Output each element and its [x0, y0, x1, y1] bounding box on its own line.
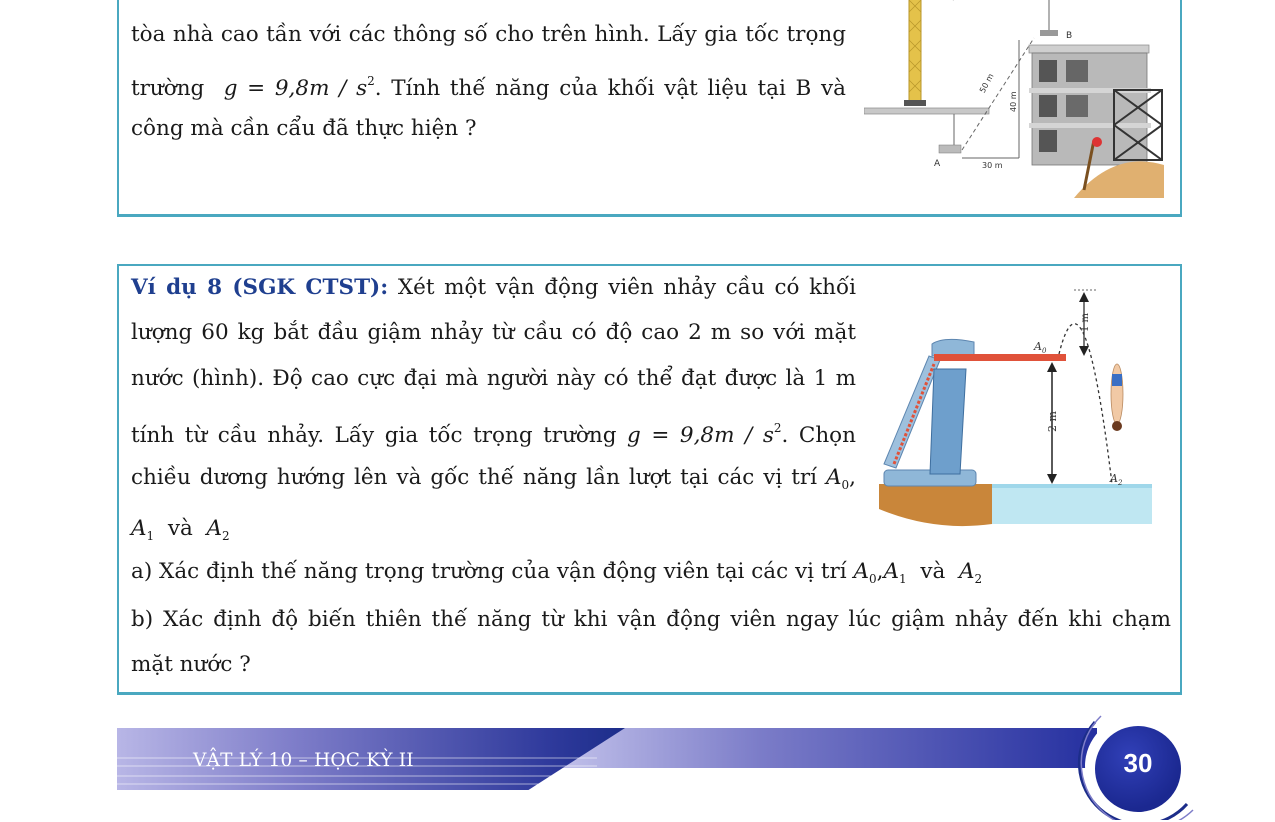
svg-text:A2: $A_2$	[1110, 472, 1123, 487]
text-line: Ví dụ 8 (SGK CTST): Xét một vận động viên nhảy cầu có khối	[131, 275, 856, 300]
symbol-a0: $A_0$	[825, 465, 850, 492]
example-7-box	[117, 0, 1182, 217]
text-line: lượng 60 kg bắt đầu giậm nhảy từ cầu có độ cao 2 m so với mặt	[131, 320, 856, 345]
page-number: 30	[1123, 748, 1153, 778]
text-line: công mà cần cẩu đã thực hiện ?	[131, 116, 477, 141]
example-7-text	[131, 0, 846, 152]
example-8-text	[131, 264, 856, 555]
question-b-line1: b) Xác định độ biến thiên thế năng từ khi vận động viên ngay lúc giậm nhảy đến khi chạm	[131, 607, 1171, 632]
svg-text:B: B	[1066, 31, 1073, 41]
page-footer	[117, 728, 1182, 822]
formula-g: $g = 9,8m / s^2$	[627, 421, 782, 448]
diving-board-figure	[874, 284, 1154, 529]
symbol-a1: $A_1$	[131, 516, 155, 543]
text-line: tòa nhà cao tần với các thông số cho trên hình. Lấy gia tốc trọng	[131, 22, 846, 47]
text-line: tính từ cầu nhảy. Lấy gia tốc trọng trường $g = 9,8m / s^2$. Chọn	[131, 421, 856, 448]
formula-g: $g = 9,8m / s^2$	[223, 74, 375, 101]
svg-text:A0: $A_0$	[1034, 340, 1047, 355]
svg-text:1 m: 1 m	[1080, 312, 1091, 332]
svg-text:50 m: 50 m	[977, 72, 996, 95]
footer-band	[537, 728, 1097, 768]
text-line: trường $g = 9,8m / s^2$. Tính thế năng của khối vật liệu tại B và	[131, 74, 846, 101]
example-label: Ví dụ 8 (SGK CTST):	[131, 275, 389, 300]
svg-text:30 m: 30 m	[982, 161, 1003, 170]
question-b-line2: mặt nước ?	[131, 652, 251, 677]
footer-title: VẬT LÝ 10 – HỌC KỲ II	[193, 750, 414, 771]
text-line: chiều dương hướng lên và gốc thế năng lần lượt tại các vị trí $A_0$,	[131, 465, 856, 492]
text-line	[131, 0, 846, 11]
svg-text:40 m: 40 m	[1009, 91, 1018, 112]
symbol-a2: $A_2$	[206, 516, 230, 543]
svg-text:2 m: 2 m	[1046, 411, 1059, 432]
crane-building-figure	[864, 0, 1169, 205]
question-a: a) Xác định thế năng trọng trường của vận động viên tại các vị trí $A_0,A_1$ và $A_2$	[131, 559, 983, 586]
example-8-box	[117, 264, 1182, 695]
svg-text:A: A	[934, 159, 941, 169]
text-line: $A_1$ và $A_2$	[131, 516, 230, 543]
text-line: nước (hình). Độ cao cực đại mà người này có thể đạt được là 1 m	[131, 366, 856, 391]
